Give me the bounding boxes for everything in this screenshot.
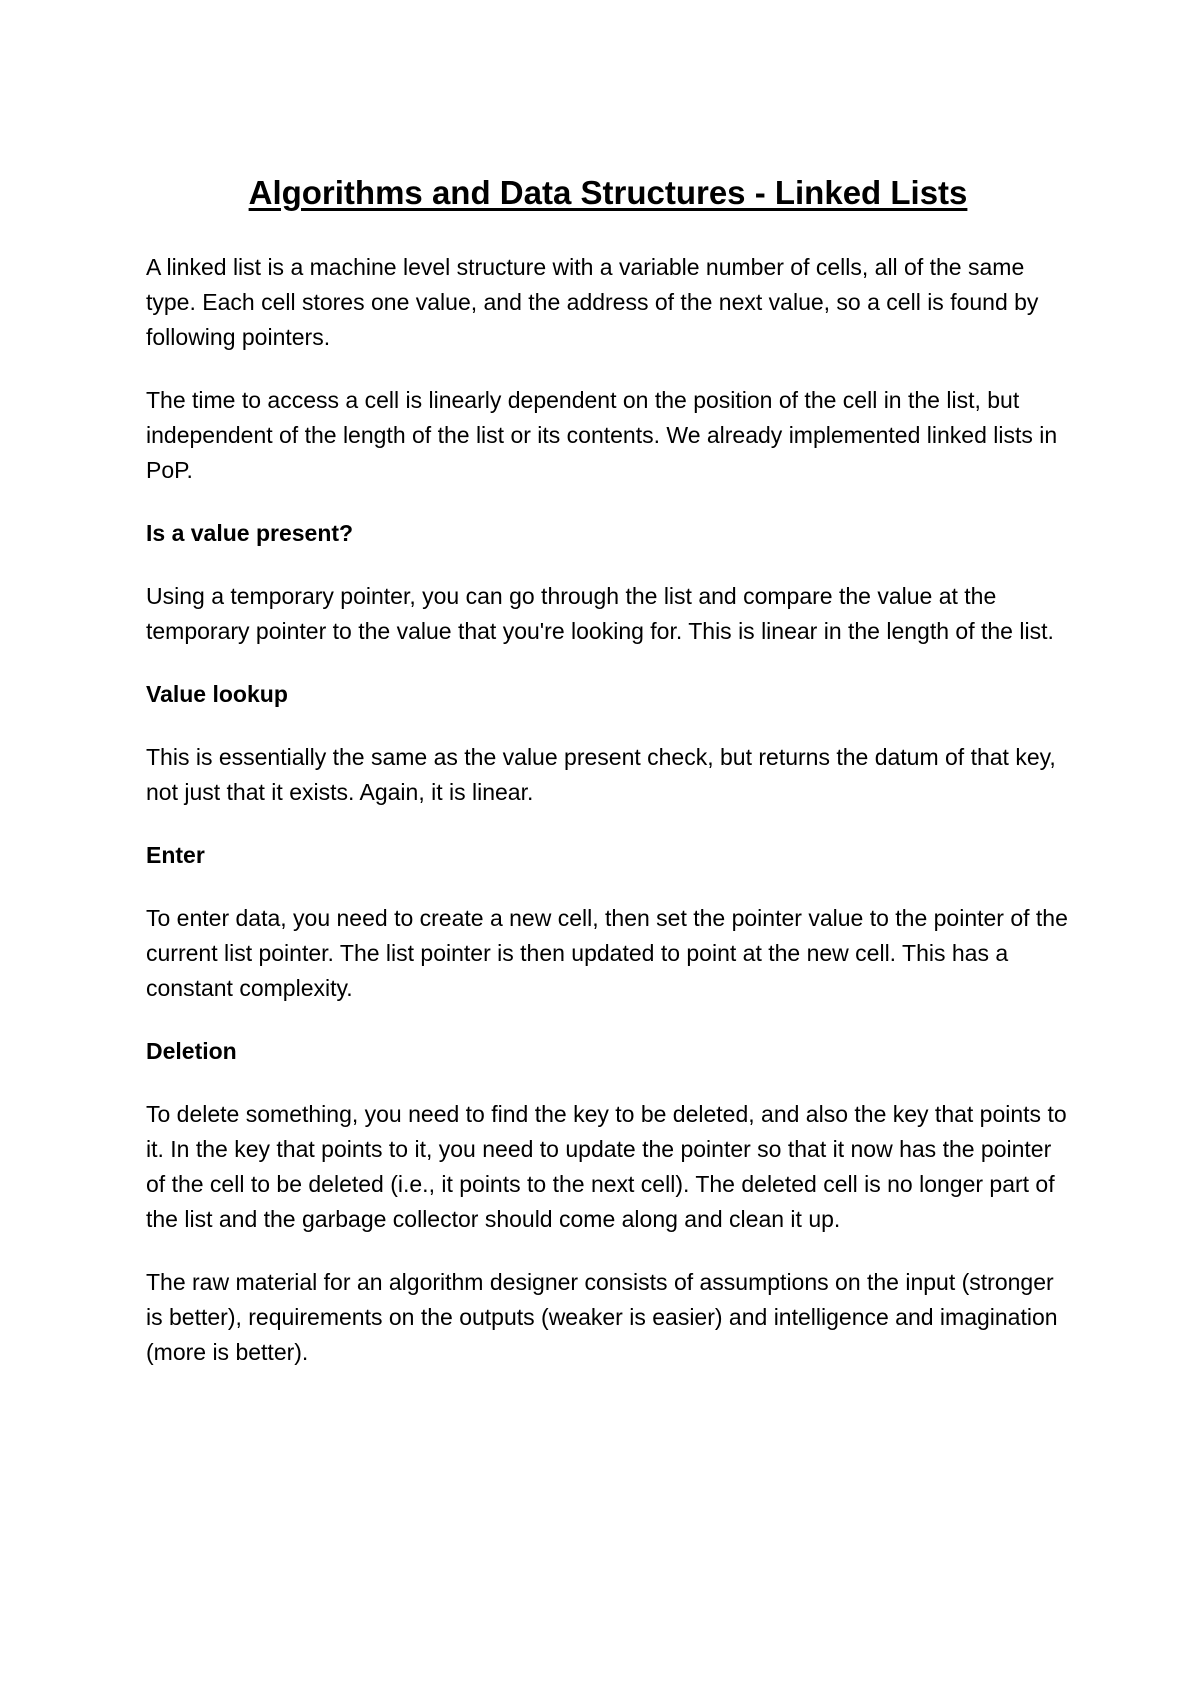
intro-paragraph-1: A linked list is a machine level structure with a variable number of cells, all of the same type. Each cell stores one value, and the address of the next value, so a cell is found by following pointers. xyxy=(146,254,1039,350)
section-text-value-present: Using a temporary pointer, you can go through the list and compare the value at the temporary pointer to the value that you're looking for. This is linear in the length of the list. xyxy=(146,583,1054,644)
section-text-deletion: To delete something, you need to find the key to be deleted, and also the key that points to it. In the key that points to it, you need to update the pointer so that it now has the pointer of the cell to be deleted (i.e., it points to the next cell). The deleted cell is no longer part of the list and the garbage collector should come along and clean it up. xyxy=(146,1101,1067,1232)
section-heading-value-lookup: Value lookup xyxy=(146,681,288,707)
document-content xyxy=(146,172,1070,1398)
closing-paragraph: The raw material for an algorithm designer consists of assumptions on the input (stronger is better), requirements on the outputs (weaker is easier) and intelligence and imagination (more is better). xyxy=(146,1269,1058,1365)
section-heading-enter: Enter xyxy=(146,842,205,868)
section-text-enter: To enter data, you need to create a new cell, then set the pointer value to the pointer of the current list pointer. The list pointer is then updated to point at the new cell. This has a constant complexity. xyxy=(146,905,1068,1001)
intro-paragraph-2: The time to access a cell is linearly dependent on the position of the cell in the list, but independent of the length of the list or its contents. We already implemented linked lists in PoP. xyxy=(146,387,1058,483)
section-heading-value-present: Is a value present? xyxy=(146,520,354,546)
document-title: Algorithms and Data Structures - Linked Lists xyxy=(248,174,968,211)
section-text-value-lookup: This is essentially the same as the value present check, but returns the datum of that key, not just that it exists. Again, it is linear. xyxy=(146,744,1056,805)
section-heading-deletion: Deletion xyxy=(146,1038,237,1064)
